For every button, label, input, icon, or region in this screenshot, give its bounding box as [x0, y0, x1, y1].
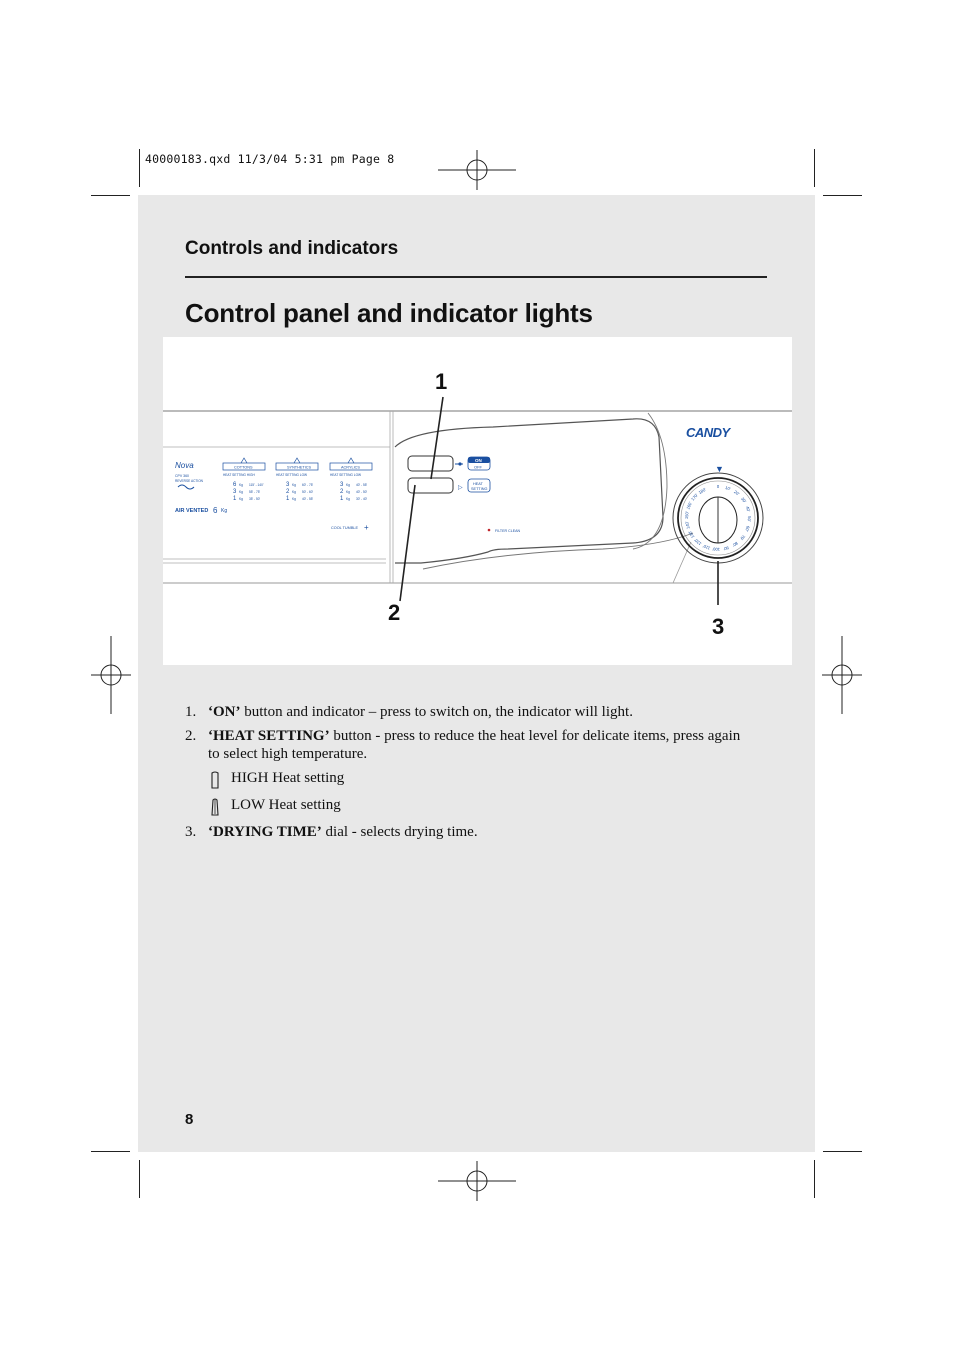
callout-2: 2: [388, 600, 401, 625]
program-setting: HEAT SETTING HIGH: [223, 473, 255, 477]
reverse-action-label: REVERSE ACTION: [175, 479, 203, 483]
program-setting: HEAT SETTING LOW: [330, 473, 362, 477]
high-heat-icon: [210, 770, 220, 790]
page-number: 8: [185, 1111, 194, 1128]
dial-mark: 40': [744, 505, 752, 513]
program-unit: Kg: [346, 490, 350, 494]
dial-mark: 50': [746, 516, 752, 522]
program-load: 1: [340, 496, 344, 502]
model-code: CPV 360: [175, 474, 190, 478]
program-icon: [241, 458, 247, 463]
list-item: [185, 727, 755, 763]
callout-3: 3: [712, 614, 725, 639]
program-time: 40' - 50': [356, 490, 368, 494]
on-button[interactable]: [408, 456, 453, 471]
crop-mark: [91, 195, 130, 196]
item-text: button - press to reduce the heat level for delicate items, press again to select high temperature.: [208, 728, 741, 762]
model-name: Nova: [175, 461, 194, 470]
item-number: 1.: [185, 704, 197, 720]
dial-mark: 170': [690, 492, 699, 502]
heat-setting-label: LOW Heat setting: [231, 797, 341, 813]
capacity-unit: Kg: [221, 508, 228, 514]
item-number: 2.: [185, 728, 197, 744]
program-load: 2: [340, 489, 344, 495]
control-description-list: [185, 703, 755, 847]
on-indicator-icon: [458, 462, 461, 465]
program-time: 35' - 50': [249, 497, 261, 501]
heat-setting-low: [185, 796, 755, 823]
program-icon: [294, 458, 300, 463]
dial-mark: 10': [724, 484, 732, 492]
dial-mark: 80': [731, 540, 739, 548]
heat-setting-high: [185, 769, 755, 796]
program-unit: Kg: [292, 497, 296, 501]
program-name: SYNTHETICS: [287, 465, 312, 470]
dial-mark: 60': [744, 525, 751, 533]
dial-mark: 70': [738, 533, 747, 542]
dial-mark: 20': [733, 489, 741, 497]
program-load: 3: [233, 489, 237, 495]
cool-tumble-label: COOL TUMBLE: [331, 526, 359, 530]
registration-mark-icon: [438, 1161, 516, 1201]
program-time: 40' - 55': [302, 497, 314, 501]
crop-mark: [139, 149, 140, 187]
program-unit: Kg: [239, 497, 243, 501]
dial-mark: 140': [684, 520, 691, 530]
program-load: 2: [286, 489, 290, 495]
item-text: button and indicator – press to switch on, the indicator will light.: [240, 704, 633, 720]
cool-tumble-plus-icon: +: [364, 523, 369, 532]
program-unit: Kg: [292, 483, 296, 487]
program-name: ACRYLICS: [341, 465, 360, 470]
program-load: 3: [286, 482, 290, 488]
crop-mark: [823, 195, 862, 196]
registration-mark-icon: [91, 636, 131, 714]
file-slug: 40000183.qxd 11/3/04 5:31 pm Page 8: [145, 152, 395, 166]
dial-mark: 130': [687, 529, 696, 540]
program-unit: Kg: [239, 490, 243, 494]
program-time: 55' - 75': [249, 490, 261, 494]
capacity-value: 6: [213, 506, 218, 515]
program-time: 40' - 55': [356, 483, 368, 487]
dial-pointer-icon: ▼: [715, 464, 724, 474]
dial-mark: 120': [693, 537, 703, 547]
dial-mark: 0: [716, 484, 720, 490]
item-text: dial - selects drying time.: [321, 824, 478, 840]
item-label: ‘HEAT SETTING’: [208, 728, 330, 744]
dial-mark: 150': [683, 511, 690, 520]
program-time: 115' - 140': [249, 483, 264, 487]
dial-mark: 110': [702, 543, 711, 551]
program-unit: Kg: [292, 490, 296, 494]
program-unit: Kg: [239, 483, 243, 487]
heat-label: HEAT: [473, 482, 483, 486]
dial-mark: 180': [697, 486, 707, 495]
crop-mark: [814, 149, 815, 187]
program-load: 1: [286, 496, 290, 502]
callout-1: 1: [435, 369, 448, 394]
program-name: COTTONS: [234, 465, 253, 470]
item-label: ‘DRYING TIME’: [208, 824, 322, 840]
program-time: 30' - 40': [356, 497, 368, 501]
program-setting: HEAT SETTING LOW: [276, 473, 308, 477]
heading-rule: [185, 276, 767, 278]
program-unit: Kg: [346, 483, 350, 487]
filter-clean-label: FILTER CLEAN: [495, 529, 521, 533]
control-panel-illustration: [163, 337, 792, 665]
program-icon: [348, 458, 354, 463]
program-time: 60' - 75': [302, 483, 314, 487]
drying-time-dial[interactable]: [673, 464, 763, 563]
program-load: 6: [233, 482, 237, 488]
registration-mark-icon: [438, 150, 516, 190]
page-title: Control panel and indicator lights: [185, 298, 593, 328]
off-label: OFF: [474, 464, 482, 470]
air-vented-label: AIR VENTED: [175, 508, 209, 514]
crop-mark: [814, 1160, 815, 1198]
crop-mark: [139, 1160, 140, 1198]
crop-mark: [91, 1151, 130, 1152]
model-branding: [175, 461, 227, 515]
low-heat-icon: [210, 797, 220, 817]
dial-mark: 90': [722, 545, 730, 552]
filter-clean-indicator-icon: [488, 529, 491, 532]
registration-mark-icon: [822, 636, 862, 714]
item-number: 3.: [185, 824, 197, 840]
program-load: 1: [233, 496, 237, 502]
crop-mark: [823, 1151, 862, 1152]
heat-arrow-icon: ▷: [458, 485, 463, 491]
candy-logo: CANDY: [686, 425, 730, 440]
on-label: ON: [475, 458, 482, 463]
setting-label: SETTING: [471, 487, 488, 491]
list-item: [185, 703, 755, 721]
callout-leader-2: [400, 485, 415, 601]
section-heading: Controls and indicators: [185, 238, 399, 259]
dial-mark: 160': [685, 500, 693, 511]
dial-mark: 100': [712, 546, 721, 553]
program-load: 3: [340, 482, 344, 488]
program-time: 50' - 60': [302, 490, 314, 494]
heat-setting-label: HIGH Heat setting: [231, 770, 345, 786]
item-label: ‘ON’: [208, 704, 241, 720]
list-item: [185, 823, 755, 841]
program-unit: Kg: [346, 497, 350, 501]
dial-mark: 30': [740, 496, 748, 504]
